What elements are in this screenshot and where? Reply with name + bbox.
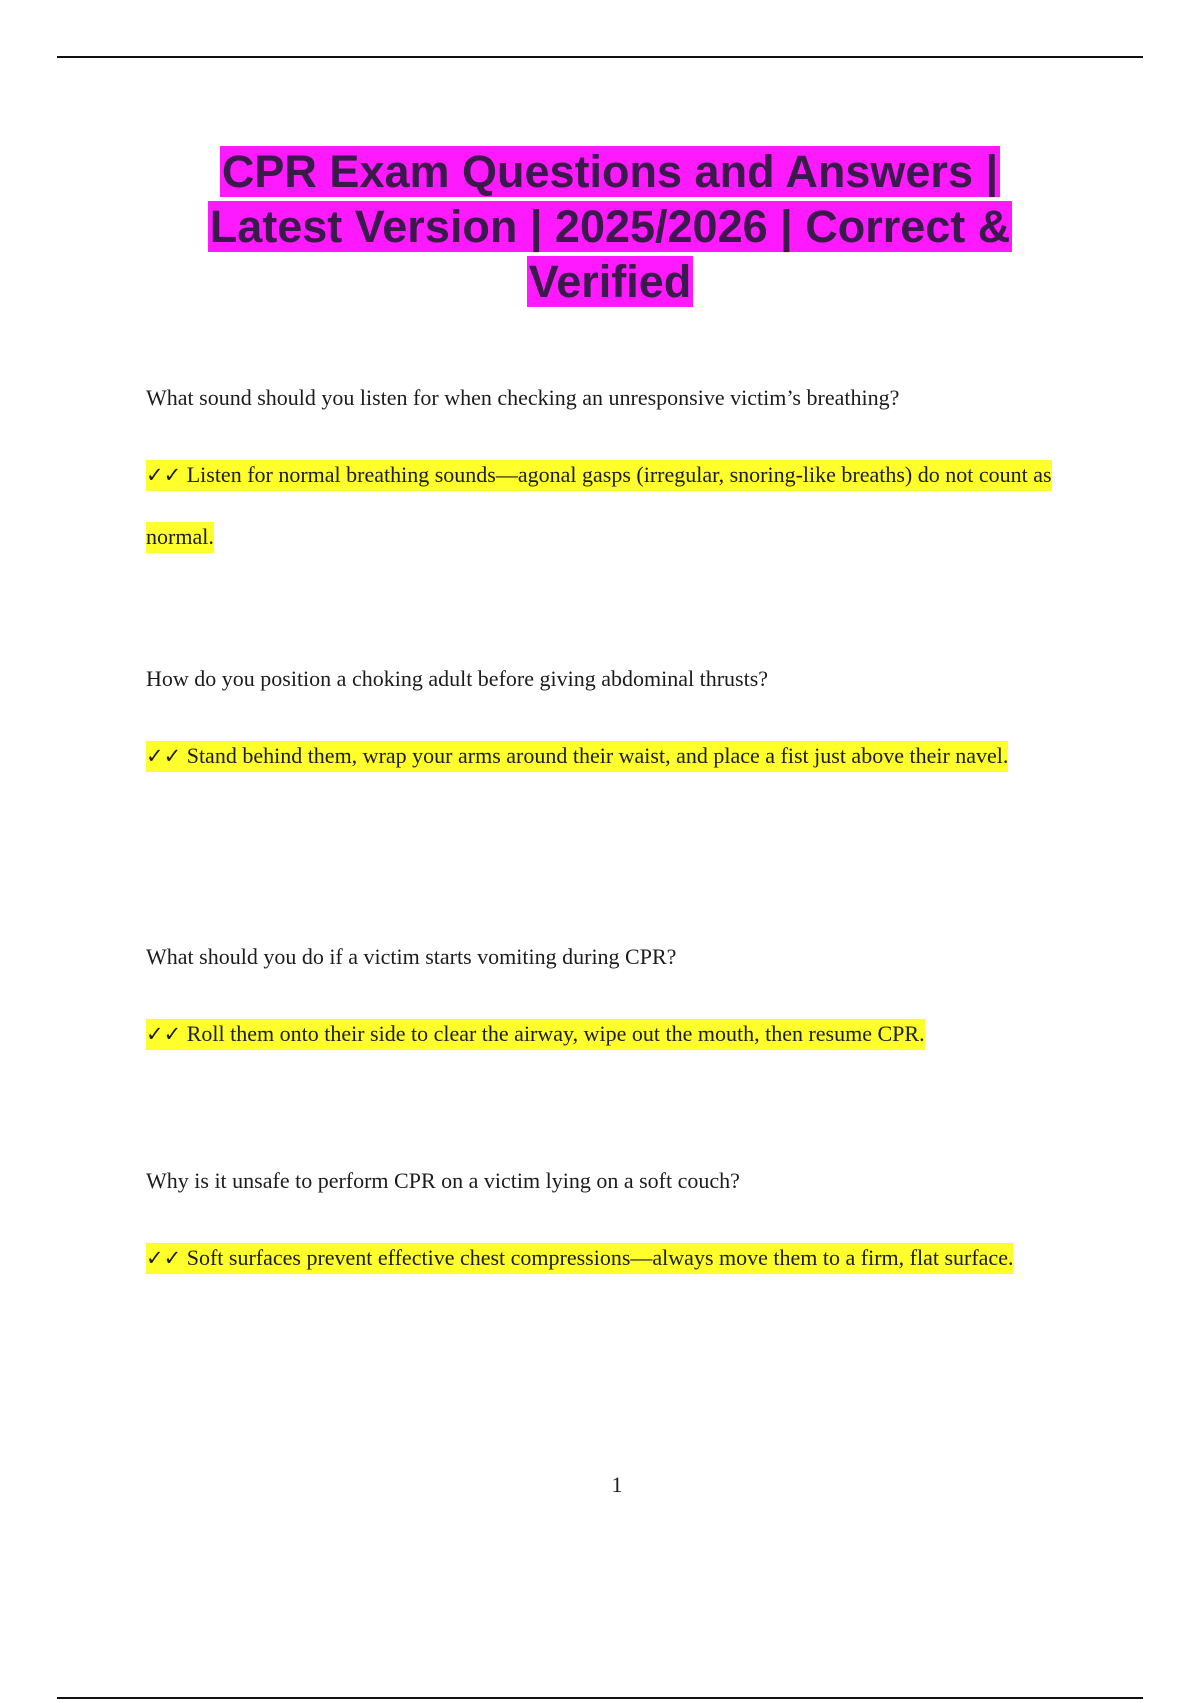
question-text: What should you do if a victim starts vomiting during CPR? xyxy=(146,944,677,969)
answer-text xyxy=(146,1227,1066,1289)
qa-item xyxy=(146,383,1066,567)
page-number: 1 xyxy=(611,1472,623,1497)
answer-text xyxy=(146,725,1066,787)
question-text: What sound should you listen for when checking an unresponsive victim’s breathing? xyxy=(146,385,900,410)
top-rule xyxy=(57,56,1143,58)
answer-body: Soft surfaces prevent effective chest compressions—always move them to a firm, flat surface. xyxy=(186,1245,1014,1270)
answer-body: Stand behind them, wrap your arms around their waist, and place a fist just above their navel. xyxy=(186,743,1009,768)
bottom-rule xyxy=(57,1697,1143,1699)
qa-item xyxy=(146,664,1066,787)
question-text: Why is it unsafe to perform CPR on a victim lying on a soft couch? xyxy=(146,1168,740,1193)
qa-item xyxy=(146,942,1066,1065)
check-mark-icon: ✓✓ xyxy=(146,463,182,487)
answer-text xyxy=(146,444,1066,567)
check-mark-icon: ✓✓ xyxy=(146,1022,182,1046)
document-title xyxy=(170,144,1050,309)
answer-text xyxy=(146,1003,1066,1065)
answer-body: Roll them onto their side to clear the airway, wipe out the mouth, then resume CPR. xyxy=(186,1021,925,1046)
check-mark-icon: ✓✓ xyxy=(146,744,182,768)
qa-item xyxy=(146,1166,1066,1289)
check-mark-icon: ✓✓ xyxy=(146,1246,182,1270)
question-text: How do you position a choking adult before giving abdominal thrusts? xyxy=(146,666,769,691)
answer-body: Listen for normal breathing sounds—agonal gasps (irregular, snoring-like breaths) do not count as normal. xyxy=(146,462,1052,549)
document-title-text: CPR Exam Questions and Answers | Latest Version | 2025/2026 | Correct & Verified xyxy=(209,146,1011,307)
